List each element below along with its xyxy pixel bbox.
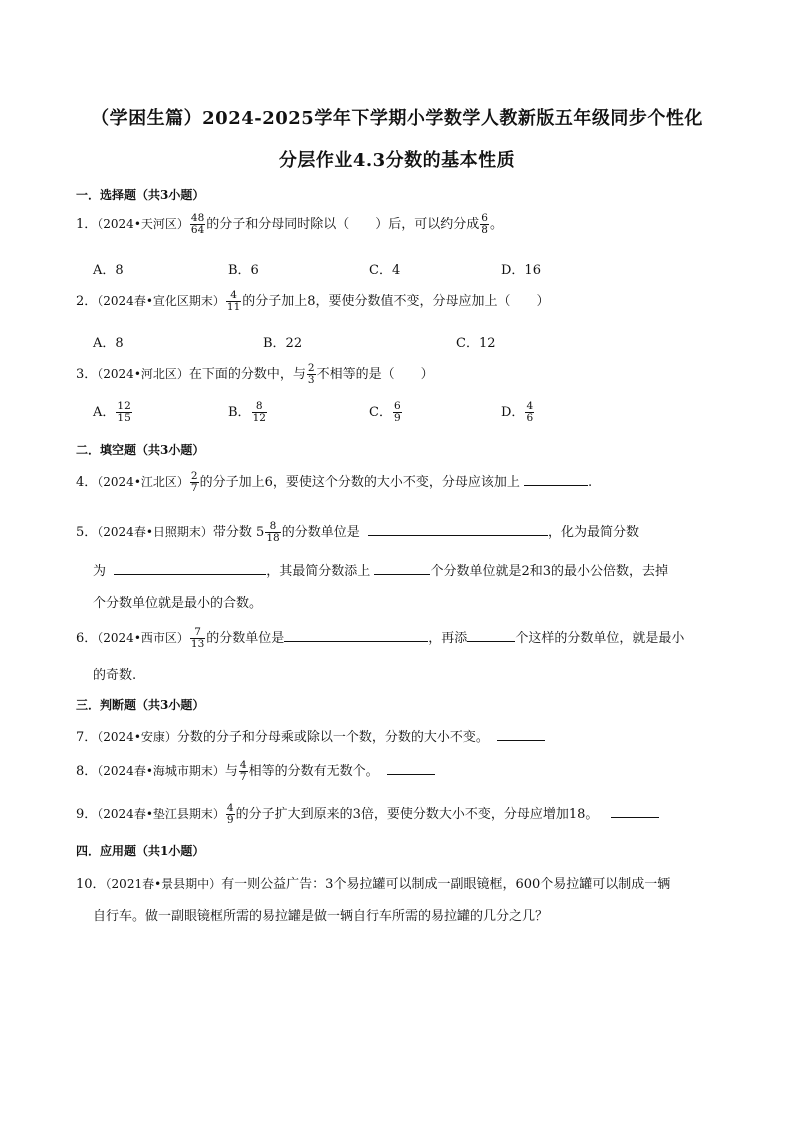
question-number: 3． xyxy=(76,367,98,382)
answer-blank[interactable] xyxy=(374,562,430,575)
question-5-line-2 xyxy=(93,560,668,579)
title-line-2: 分层作业4.3分数的基本性质 xyxy=(278,150,516,171)
question-9 xyxy=(76,803,659,826)
question-number: 5． xyxy=(76,525,98,540)
question-5-line-3: 个分数单位就是最小的合数。 xyxy=(93,596,263,611)
fraction: $\frac{4}{7}$ xyxy=(239,759,247,783)
question-6 xyxy=(76,627,684,650)
option-b: B．22 xyxy=(263,336,303,351)
option-c: C． $\frac{6}{9}$ xyxy=(369,400,401,424)
question-3 xyxy=(76,363,434,386)
question-text: 在下面的分数中，与 xyxy=(188,367,306,382)
answer-blank[interactable] xyxy=(114,562,266,575)
question-2 xyxy=(76,290,550,313)
question-text: ，再添 xyxy=(428,631,468,646)
question-text: 的分子扩大到原来的3倍，要使分数大小不变，分母应增加18。 xyxy=(235,807,599,822)
fraction: $\frac{2}{3}$ xyxy=(307,362,315,386)
question-1 xyxy=(76,213,503,236)
question-5 xyxy=(76,521,639,544)
question-source: （2024春•海城市期末） xyxy=(97,764,225,778)
option-b: B． $\frac{8}{12}$ xyxy=(228,400,266,424)
question-6-line-2: 的奇数. xyxy=(93,668,137,683)
question-number: 8． xyxy=(76,764,98,779)
question-text: ，化为最简分数 xyxy=(547,525,639,540)
question-source: （2024•安康） xyxy=(97,730,177,744)
question-4 xyxy=(76,471,592,494)
option-a: A．8 xyxy=(93,263,124,278)
question-source: （2021春•景县期中） xyxy=(105,877,222,891)
answer-blank[interactable] xyxy=(524,473,588,486)
question-text: 不相等的是（ ） xyxy=(316,367,434,382)
answer-blank[interactable] xyxy=(497,728,545,741)
answer-blank[interactable] xyxy=(368,523,548,536)
option-b: B．6 xyxy=(228,263,259,278)
fraction: $\frac{4}{11}$ xyxy=(226,289,241,313)
answer-blank[interactable] xyxy=(284,629,428,642)
section-heading-fill: 二．填空题（共3小题） xyxy=(76,443,205,457)
fraction: $\frac{6}{8}$ xyxy=(481,212,488,236)
question-text: 为 xyxy=(93,564,107,579)
question-number: 9． xyxy=(76,807,98,822)
fraction: $\frac{4}{9}$ xyxy=(226,802,234,826)
option-d: D． $\frac{4}{6}$ xyxy=(501,400,534,424)
question-text: 的分数单位是 xyxy=(281,525,360,540)
question-number: 10． xyxy=(76,877,106,892)
option-c: C．12 xyxy=(456,336,496,351)
question-8 xyxy=(76,760,435,783)
answer-blank[interactable] xyxy=(387,762,435,775)
question-text-end: . xyxy=(588,475,593,490)
section-heading-application: 四．应用题（共1小题） xyxy=(76,844,205,858)
fraction: $\frac{7}{13}$ xyxy=(190,626,205,650)
question-source: （2024•西市区） xyxy=(97,631,189,645)
answer-blank[interactable] xyxy=(611,805,659,818)
option-c: C．4 xyxy=(369,263,401,278)
question-text-end: 。 xyxy=(489,217,503,232)
question-source: （2024•天河区） xyxy=(97,217,189,231)
question-text: 个这样的分数单位，就是最小 xyxy=(515,631,685,646)
question-text: 的分子加上6，要使这个分数的大小不变，分母应该加上 xyxy=(199,475,520,490)
question-text: ，其最简分数添上 xyxy=(266,564,371,579)
option-d: D．16 xyxy=(501,263,541,278)
option-a: A． $\frac{12}{15}$ xyxy=(93,400,131,424)
question-text: 与 xyxy=(224,764,238,779)
question-10-line-2: 自行车。做一副眼镜框所需的易拉罐是做一辆自行车所需的易拉罐的几分之几？ xyxy=(93,909,549,924)
fraction: $\frac{8}{18}$ xyxy=(266,520,280,544)
question-source: （2024春•宣化区期末） xyxy=(97,294,225,308)
question-text: 的分子加上8，要使分数值不变，分母应加上（ ） xyxy=(242,294,550,309)
question-number: 2． xyxy=(76,294,98,309)
fraction: $\frac{48}{64}$ xyxy=(190,212,205,236)
question-source: （2024春•日照期末） xyxy=(97,525,213,539)
question-text: 个分数单位就是2和3的最小公倍数，去掉 xyxy=(430,564,668,579)
question-text: 有一则公益广告：3个易拉罐可以制成一副眼镜框，600个易拉罐可以制成一辆 xyxy=(221,877,671,892)
question-source: （2024春•垫江县期末） xyxy=(97,807,225,821)
question-number: 7． xyxy=(76,730,98,745)
question-text: 相等的分数有无数个。 xyxy=(248,764,379,779)
section-heading-choice: 一．选择题（共3小题） xyxy=(76,188,205,202)
question-number: 4． xyxy=(76,475,98,490)
question-7 xyxy=(76,726,545,745)
question-text: 带分数 5 xyxy=(212,525,265,540)
question-number: 6． xyxy=(76,631,98,646)
question-text: 的分数单位是 xyxy=(206,631,285,646)
fraction: $\frac{2}{7}$ xyxy=(190,470,198,494)
question-source: （2024•河北区） xyxy=(97,367,189,381)
question-text: 分数的分子和分母乘或除以一个数，分数的大小不变。 xyxy=(176,730,489,745)
question-number: 1． xyxy=(76,217,98,232)
title-line-1: （学困生篇）2024-2025学年下学期小学数学人教新版五年级同步个性化 xyxy=(91,108,703,129)
question-10 xyxy=(76,873,670,892)
option-a: A．8 xyxy=(93,336,124,351)
section-heading-judge: 三．判断题（共3小题） xyxy=(76,698,205,712)
answer-blank[interactable] xyxy=(467,629,515,642)
question-text: 的分子和分母同时除以（ ）后，可以约分成 xyxy=(206,217,480,232)
question-source: （2024•江北区） xyxy=(97,475,189,489)
